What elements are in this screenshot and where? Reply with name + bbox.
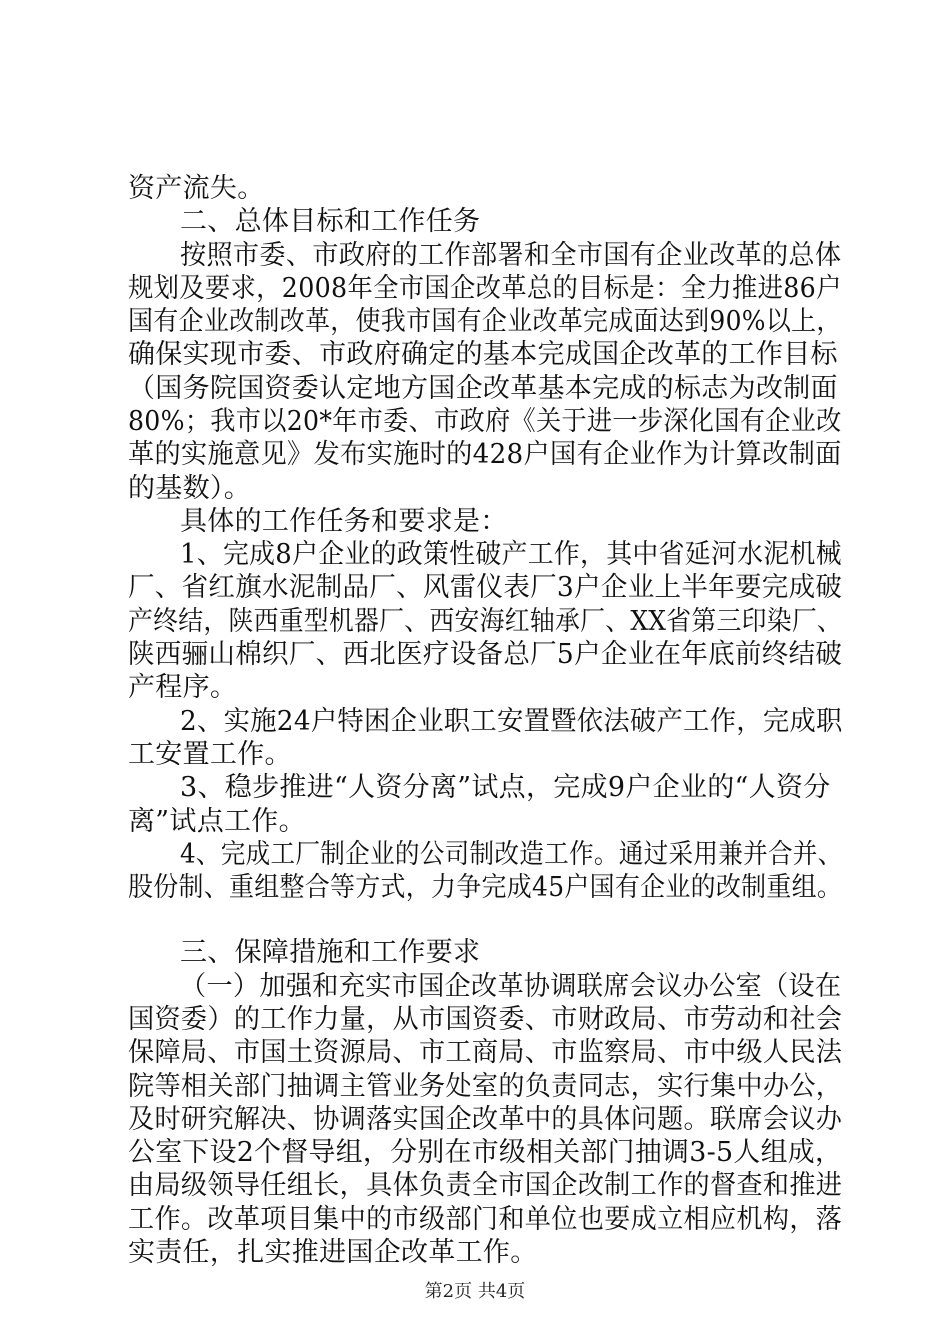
- text-line: 资产流失。: [128, 173, 265, 204]
- text-line: 2、实施24户特困企业职工安置暨依法破产工作，完成职: [180, 706, 843, 737]
- text-line: 的基数）。: [128, 473, 251, 504]
- text-line: 国资委）的工作力量，从市国资委、市财政局、市劳动和社会: [128, 1004, 843, 1035]
- text-line: 工安置工作。: [128, 739, 292, 770]
- text-line: 及时研究解决、协调落实国企改革中的具体问题。联席会议办: [128, 1104, 843, 1135]
- page-number-footer: 第2页 共4页: [424, 1281, 526, 1302]
- text-line: 规划及要求，2008年全市国企改革总的目标是：全力推进86户: [128, 273, 842, 304]
- text-line: 股份制、重组整合等方式，力争完成45户国有企业的改制重组。: [128, 872, 843, 903]
- text-line: 实责任，扎实推进国企改革工作。: [128, 1237, 538, 1268]
- text-line: 按照市委、市政府的工作部署和全市国有企业改革的总体: [180, 240, 842, 271]
- text-line: 厂、省红旗水泥制品厂、风雷仪表厂3户企业上半年要完成破: [128, 572, 843, 603]
- section-heading: 二、总体目标和工作任务: [180, 206, 481, 237]
- text-line: 国有企业改制改革，使我市国有企业改革完成面达到90%以上，: [128, 306, 842, 337]
- text-line: 产程序。: [128, 672, 238, 703]
- text-line: 由局级领导任组长，具体负责全市国企改制工作的督查和推进: [128, 1170, 843, 1201]
- text-line: 4、完成工厂制企业的公司制改造工作。通过采用兼并合并、: [180, 839, 843, 870]
- text-line: 革的实施意见》发布实施时的428户国有企业作为计算改制面: [128, 439, 842, 470]
- text-line: 离”试点工作。: [128, 806, 306, 837]
- text-line: 1、完成8户企业的政策性破产工作，其中省延河水泥机械: [180, 539, 842, 570]
- text-line: 陕西骊山棉织厂、西北医疗设备总厂5户企业在年底前终结破: [128, 639, 843, 670]
- text-line: 院等相关部门抽调主管业务处室的负责同志，实行集中办公，: [128, 1071, 843, 1102]
- text-line: 保障局、市国土资源局、市工商局、市监察局、市中级人民法: [128, 1037, 843, 1068]
- section-heading: 三、保障措施和工作要求: [180, 937, 481, 968]
- text-line: 3、稳步推进“人资分离”试点，完成9户企业的“人资分: [180, 772, 831, 803]
- text-line: 具体的工作任务和要求是：: [180, 506, 508, 537]
- text-line: 产终结，陕西重型机器厂、西安海红轴承厂、XX省第三印染厂、: [128, 606, 843, 637]
- text-line: 确保实现市委、市政府确定的基本完成国企改革的工作目标: [128, 339, 838, 370]
- text-line: 公室下设2个督导组，分别在市级相关部门抽调3-5人组成，: [128, 1137, 843, 1168]
- text-line: （一）加强和充实市国企改革协调联席会议办公室（设在: [180, 971, 842, 1002]
- text-line: （国务院国资委认定地方国企改革基本完成的标志为改制面: [128, 373, 838, 404]
- text-line: 80%；我市以20*年市委、市政府《关于进一步深化国有企业改: [128, 406, 842, 437]
- text-line: 工作。改革项目集中的市级部门和单位也要成立相应机构，落: [128, 1204, 843, 1235]
